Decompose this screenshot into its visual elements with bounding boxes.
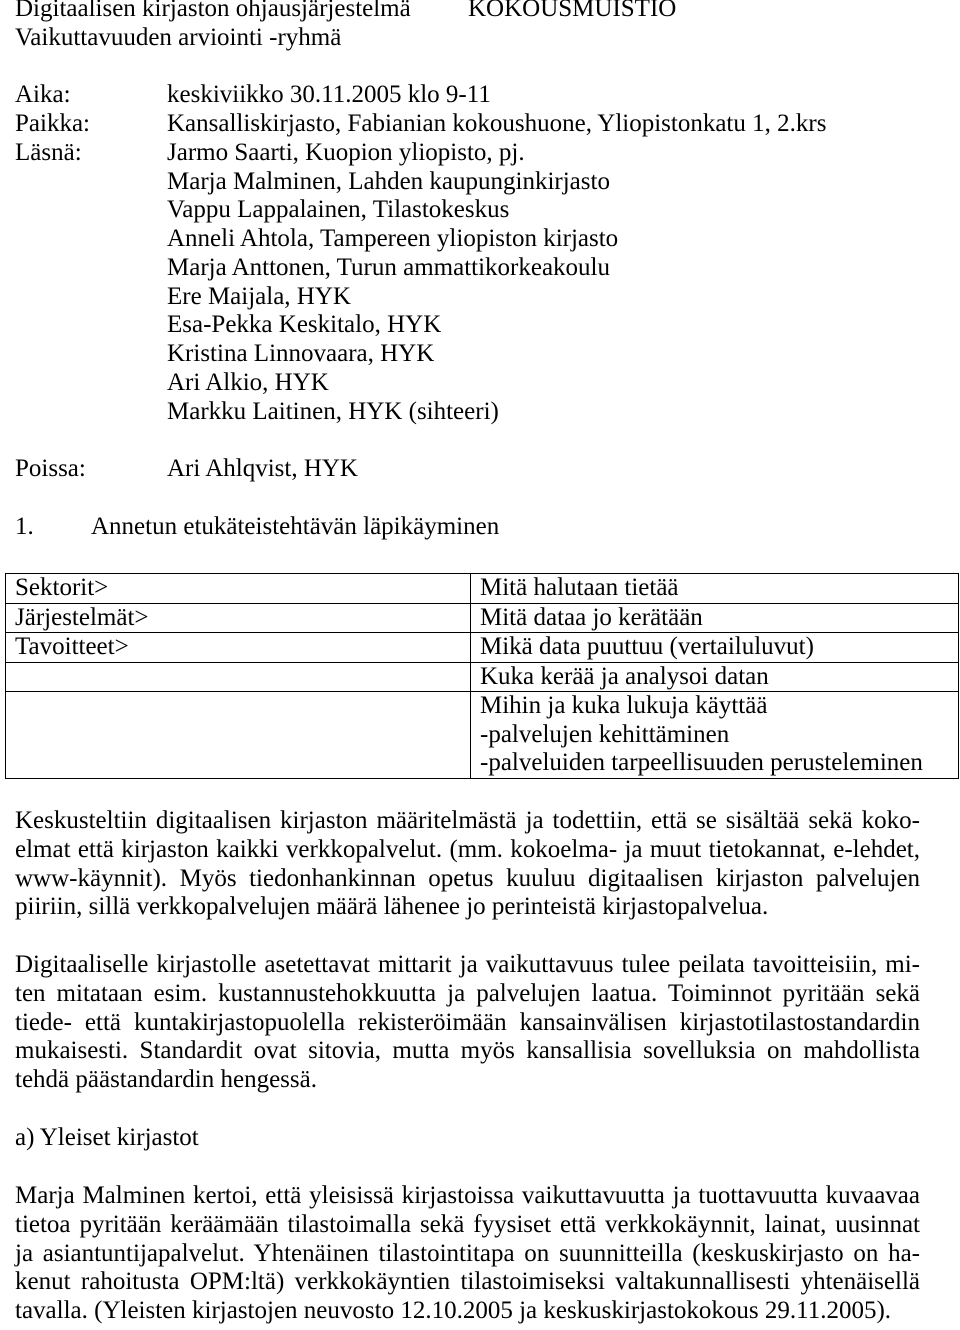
paragraph-line: tietoa pyritään keräämään tilastoimalla sekä fyysiset että verkkokäynnit, lainat, uusinnat: [15, 1210, 920, 1238]
meta-absent-label: Poissa:: [15, 455, 86, 482]
section-title: Annetun etukäteistehtävän läpikäyminen: [91, 512, 500, 540]
paragraph-line: elmat että kirjaston kaikki verkkopalvelut. (mm. kokoelma- ja muut tietokannat, e-lehdet,: [15, 835, 920, 863]
meta-present-row: [0, 139, 960, 168]
paragraph-metrics: [15, 951, 920, 1095]
paragraph-line: Digitaaliselle kirjastolle asetettavat mittarit ja vaikuttavuus tulee peilata tavoitteisiin, mi-: [15, 951, 920, 978]
paragraph-line: tiede- että kuntakirjastopuolella rekisteröimään kansainvälisen kirjastotilastostandardin: [15, 1008, 920, 1036]
paragraph-line: www-käynnit). Myös tiedonhankinnan opetus kuuluu digitaalisen kirjaston palvelujen: [15, 864, 920, 892]
meta-time-value: keskiviikko 30.11.2005 klo 9-11: [167, 81, 491, 109]
subheading-public-libraries: [15, 1124, 920, 1153]
paragraph-line: kenut rahoitusta OPM:ltä) verkkokäyntien tilastoimiseksi valtakunnallisesti yhtenäisellä: [15, 1268, 920, 1296]
document-type-title: KOKOUSMUISTIO: [468, 0, 677, 22]
paragraph-line: tehdä päästandardin hengessä.: [15, 1066, 317, 1093]
table-cell: Mitä dataa jo kerätään: [471, 603, 959, 633]
table-row: [6, 603, 959, 633]
attendee: Esa-Pekka Keskitalo, HYK: [167, 311, 442, 339]
table-cell-systems: Järjestelmät>: [6, 603, 471, 633]
paragraph-definition: [15, 807, 920, 922]
attendee: Jarmo Saarti, Kuopion yliopisto, pj.: [167, 138, 525, 166]
meta-place-label: Paikka:: [15, 110, 90, 137]
paragraph-line: tavalla. (Yleisten kirjastojen neuvosto 12.10.2005 ja keskuskirjastokokous 29.11.2005).: [15, 1297, 892, 1324]
paragraph-line: piiriin, sillä verkkopalvelujen määrä lähenee jo perinteistä kirjastopalvelua.: [15, 893, 769, 921]
organization-name: Digitaalisen kirjaston ohjausjärjestelmä: [15, 0, 411, 22]
attendee-row: [0, 196, 960, 225]
meta-time-row: [0, 81, 960, 110]
table-cell-line: Mihin ja kuka lukuja käyttää: [480, 692, 768, 719]
attendee: Anneli Ahtola, Tampereen yliopiston kirjasto: [167, 225, 619, 252]
table-cell-usage: [471, 692, 959, 779]
meta-place-value: Kansalliskirjasto, Fabianian kokoushuone, Yliopistonkatu 1, 2.krs: [167, 110, 827, 137]
table-cell-line: -palveluiden tarpeellisuuden perusteleminen: [480, 749, 923, 776]
attendee: Marja Anttonen, Turun ammattikorkeakoulu: [167, 253, 611, 281]
table-cell-goals: Tavoitteet>: [6, 633, 471, 663]
attendee-row: [0, 225, 960, 254]
paragraph-public-libraries: [15, 1182, 920, 1326]
header-row: [0, 0, 960, 24]
meta-time-label: Aika:: [15, 81, 71, 109]
attendee-row: [0, 398, 960, 427]
subheading-text: a) Yleiset kirjastot: [15, 1124, 199, 1151]
task-table: [5, 573, 959, 779]
attendee: Ere Maijala, HYK: [167, 282, 351, 310]
table-cell: Mitä halutaan tietää: [471, 574, 959, 604]
section-number: 1.: [15, 512, 34, 540]
table-row: [6, 633, 959, 663]
table-cell-empty: [6, 662, 471, 692]
table-cell-line: -palvelujen kehittäminen: [480, 720, 730, 748]
table-row: [6, 574, 959, 604]
meta-absent-value: Ari Ahlqvist, HYK: [167, 455, 358, 482]
table-row: [6, 662, 959, 692]
blank-line: [0, 484, 960, 513]
table-cell: Kuka kerää ja analysoi datan: [471, 662, 959, 692]
attendee: Kristina Linnovaara, HYK: [167, 340, 435, 367]
paragraph-line: mukaisesti. Standardit ovat sitovia, mutta myös kansallisia sovelluksia on mahdollista: [15, 1037, 920, 1065]
attendee: Ari Alkio, HYK: [167, 368, 329, 396]
table-cell-empty: [6, 692, 471, 779]
table-cell-sectors: Sektorit>: [6, 574, 471, 604]
meeting-info: [0, 0, 960, 541]
section-heading: [0, 513, 960, 542]
attendee: Markku Laitinen, HYK (sihteeri): [167, 397, 499, 425]
paragraph-line: Keskusteltiin digitaalisen kirjaston määritelmästä ja todettiin, että se sisältää sekä koko-: [15, 807, 920, 834]
attendee: Marja Malminen, Lahden kaupunginkirjasto: [167, 167, 610, 195]
meta-absent-row: [0, 455, 960, 484]
blank-line: [0, 426, 960, 455]
meta-place-row: [0, 110, 960, 139]
attendee-row: [0, 168, 960, 197]
attendee-row: [0, 283, 960, 312]
group-name: Vaikuttavuuden arviointi -ryhmä: [15, 23, 342, 51]
attendee-row: [0, 311, 960, 340]
table-cell: Mikä data puuttuu (vertailuluvut): [471, 633, 959, 663]
paragraph-line: ja asiantuntijapalvelut. Yhtenäinen tilastointitapa on suunnitteilla (keskuskirjasto on ha-: [15, 1239, 920, 1267]
attendee: Vappu Lappalainen, Tilastokeskus: [167, 196, 510, 224]
table-row: [6, 692, 959, 779]
attendee-row: [0, 254, 960, 283]
meta-present-label: Läsnä:: [15, 138, 82, 166]
blank-line: [0, 53, 960, 82]
attendee-row: [0, 340, 960, 369]
paragraph-line: ten mitataan esim. kustannustehokkuutta ja palvelujen laatua. Toiminnot pyritään sekä: [15, 979, 920, 1007]
attendee-row: [0, 369, 960, 398]
paragraph-line: Marja Malminen kertoi, että yleisissä kirjastoissa vaikuttavuutta ja tuottavuutta kuvaavaa: [15, 1182, 920, 1209]
group-row: [0, 24, 960, 53]
